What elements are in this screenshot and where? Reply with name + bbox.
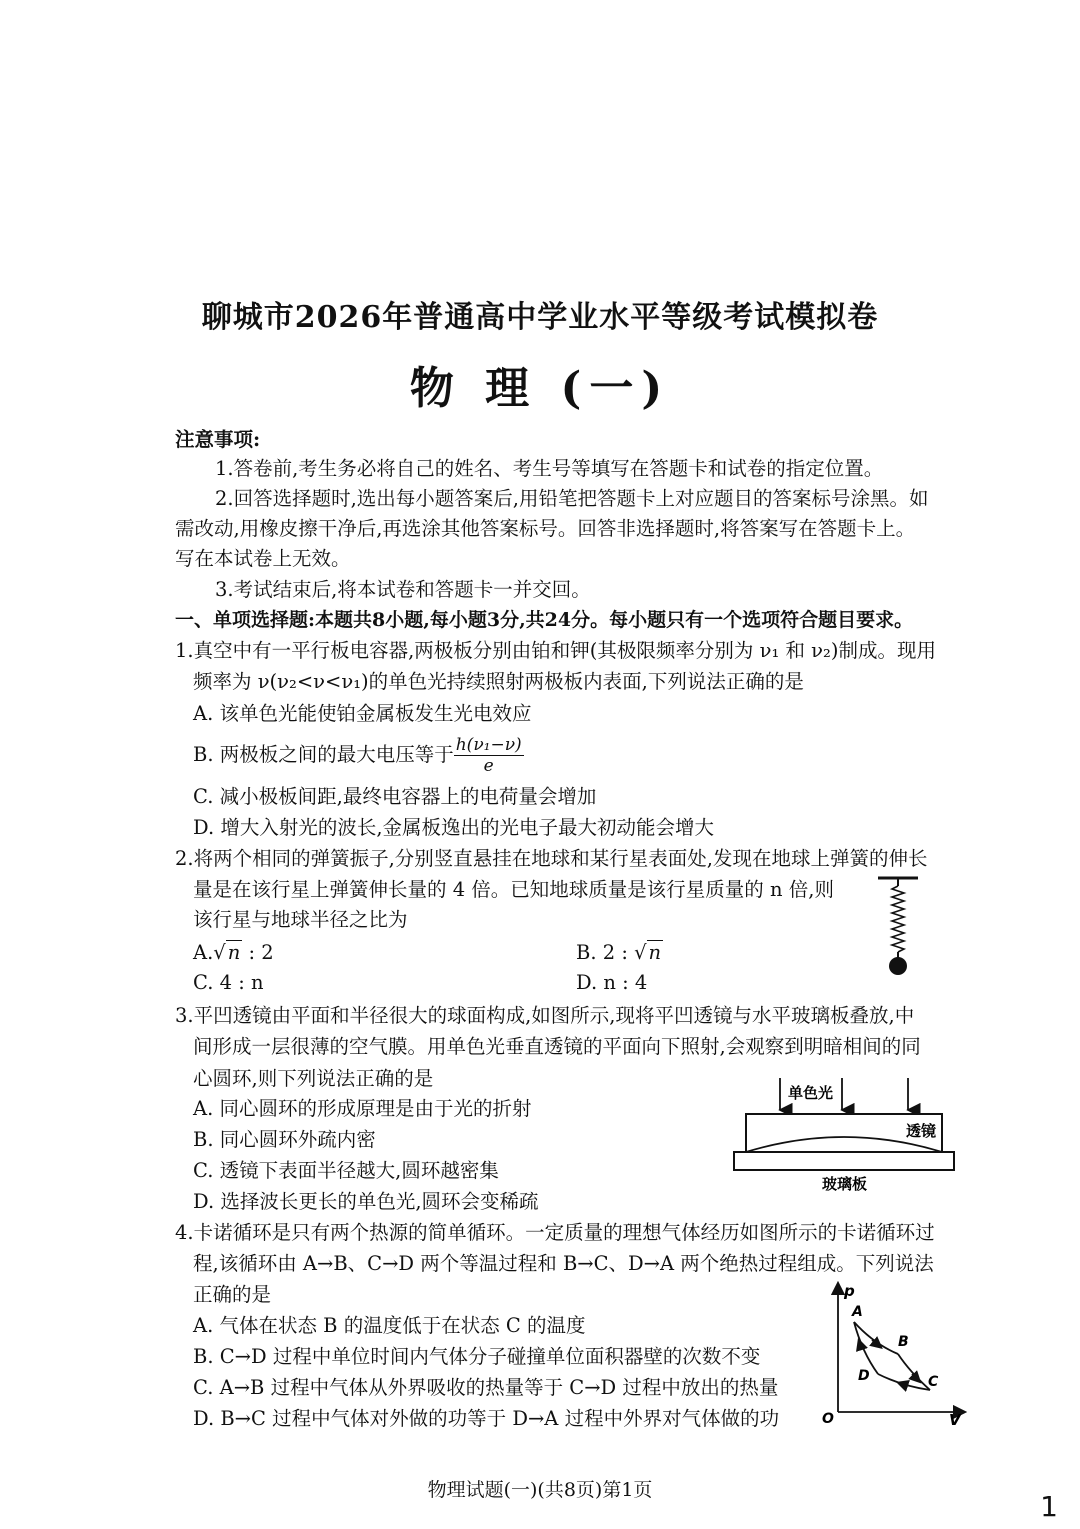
q2-stem-line3: 该行星与地球半径之比为	[193, 908, 408, 931]
q4-option-c: C. A→B 过程中气体从外界吸收的热量等于 C→D 过程中放出的热量	[193, 1376, 779, 1399]
q2-option-b-label: B. 2 :	[576, 941, 635, 964]
q4-stem-line1: 4.卡诺循环是只有两个热源的简单循环。一定质量的理想气体经历如图所示的卡诺循环过	[175, 1221, 935, 1244]
carnot-cycle-pv-diagram	[818, 1280, 968, 1428]
exam-title: 聊城市2026年普通高中学业水平等级考试模拟卷	[201, 300, 879, 335]
q1-option-b	[193, 732, 524, 778]
q4-option-a: A. 气体在状态 B 的温度低于在状态 C 的温度	[193, 1314, 586, 1337]
notice-item-2: 2.回答选择题时,选出每小题答案后,用铅笔把答题卡上对应题目的答案标号涂黑。如	[215, 487, 929, 510]
q1-stem-line2: 频率为 ν(ν₂<ν<ν₁)的单色光持续照射两极板内表面,下列说法正确的是	[193, 670, 804, 693]
label-p: p	[844, 1282, 855, 1300]
q1-option-d: D. 增大入射光的波长,金属板逸出的光电子最大初动能会增大	[193, 816, 715, 839]
glass-plate	[734, 1152, 954, 1170]
q2-option-a-suffix: : 2	[242, 941, 274, 964]
label-lens: 透镜	[906, 1122, 937, 1140]
q2-stem-line2: 量是在该行星上弹簧伸长量的 4 倍。已知地球质量是该行星质量的 n 倍,则	[193, 878, 834, 901]
notice-item-2-cont: 需改动,用橡皮擦干净后,再选涂其他答案标号。回答非选择题时,将答案写在答题卡上。	[175, 517, 916, 540]
notice-item-2-cont2: 写在本试卷上无效。	[175, 547, 351, 570]
spring-mass-ball	[889, 957, 907, 975]
label-v: V	[949, 1411, 961, 1428]
q2-option-d: D. n : 4	[576, 971, 648, 994]
q1-stem-line1: 1.真空中有一平行板电容器,两极板分别由铂和钾(其极限频率分别为 ν₁ 和 ν₂)制成。现用	[175, 639, 936, 662]
spring-oscillator-figure	[870, 872, 930, 982]
notice-heading: 注意事项:	[175, 428, 261, 451]
label-state-c: C	[928, 1374, 939, 1390]
lens-interference-figure	[728, 1074, 964, 1194]
q1-fraction-denominator: e	[483, 756, 494, 776]
q1-option-b-fraction	[454, 735, 524, 776]
q2-option-b: B. 2 : √ n	[576, 941, 662, 964]
q4-option-d: D. B→C 过程中气体对外做的功等于 D→A 过程中外界对气体做的功	[193, 1407, 780, 1430]
q4-stem-line3: 正确的是	[193, 1283, 272, 1306]
section-heading: 一、单项选择题:本题共8小题,每小题3分,共24分。每小题只有一个选项符合题目要求。	[175, 609, 914, 631]
q2-option-a-root: n	[227, 941, 241, 964]
label-glass-plate: 玻璃板	[822, 1175, 868, 1193]
q3-stem-line1: 3.平凹透镜由平面和半径很大的球面构成,如图所示,现将平凹透镜与水平玻璃板叠放,中	[175, 1004, 915, 1027]
q2-option-b-root: n	[648, 941, 662, 964]
q3-option-d: D. 选择波长更长的单色光,圆环会变稀疏	[193, 1190, 539, 1213]
label-state-b: B	[898, 1334, 909, 1350]
label-monochromatic-light: 单色光	[788, 1084, 834, 1102]
q3-option-b: B. 同心圆环外疏内密	[193, 1128, 376, 1151]
label-state-d: D	[858, 1368, 870, 1384]
q2-option-c: C. 4 : n	[193, 971, 264, 994]
label-origin: O	[822, 1411, 834, 1427]
label-state-a: A	[852, 1304, 863, 1320]
q3-option-c: C. 透镜下表面半径越大,圆环越密集	[193, 1159, 499, 1182]
curve-d-to-a	[854, 1322, 878, 1374]
notice-item-3: 3.考试结束后,将本试卷和答题卡一并交回。	[215, 578, 591, 601]
q2-option-a: A.√ n : 2	[193, 941, 274, 964]
notice-item-1: 1.答卷前,考生务必将自己的姓名、考生号等填写在答题卡和试卷的指定位置。	[215, 457, 884, 480]
spring-coil	[892, 886, 904, 952]
q1-fraction-numerator: h(ν₁−ν)	[455, 735, 522, 755]
q3-stem-line2: 间形成一层很薄的空气膜。用单色光垂直透镜的平面向下照射,会观察到明暗相间的同	[193, 1035, 921, 1058]
q1-option-a: A. 该单色光能使铂金属板发生光电效应	[193, 702, 532, 725]
q3-stem-line3: 心圆环,则下列说法正确的是	[193, 1067, 434, 1090]
q4-option-b: B. C→D 过程中单位时间内气体分子碰撞单位面积器壁的次数不变	[193, 1345, 761, 1368]
page-number: 1	[1040, 1490, 1058, 1523]
curve-a-to-b	[854, 1322, 898, 1354]
q1-option-b-text: B. 两极板之间的最大电压等于	[193, 743, 454, 766]
subject-title: 物 理 (一)	[409, 363, 671, 414]
q3-option-a: A. 同心圆环的形成原理是由于光的折射	[193, 1097, 532, 1120]
page-footer: 物理试题(一)(共8页)第1页	[427, 1479, 653, 1501]
q1-option-c: C. 减小极板间距,最终电容器上的电荷量会增加	[193, 785, 597, 808]
q2-stem-line1: 2.将两个相同的弹簧振子,分别竖直悬挂在地球和某行星表面处,发现在地球上弹簧的伸长	[175, 847, 928, 870]
q4-stem-line2: 程,该循环由 A→B、C→D 两个等温过程和 B→C、D→A 两个绝热过程组成。下列说法	[193, 1252, 934, 1275]
q2-option-a-label: A.	[193, 941, 214, 964]
